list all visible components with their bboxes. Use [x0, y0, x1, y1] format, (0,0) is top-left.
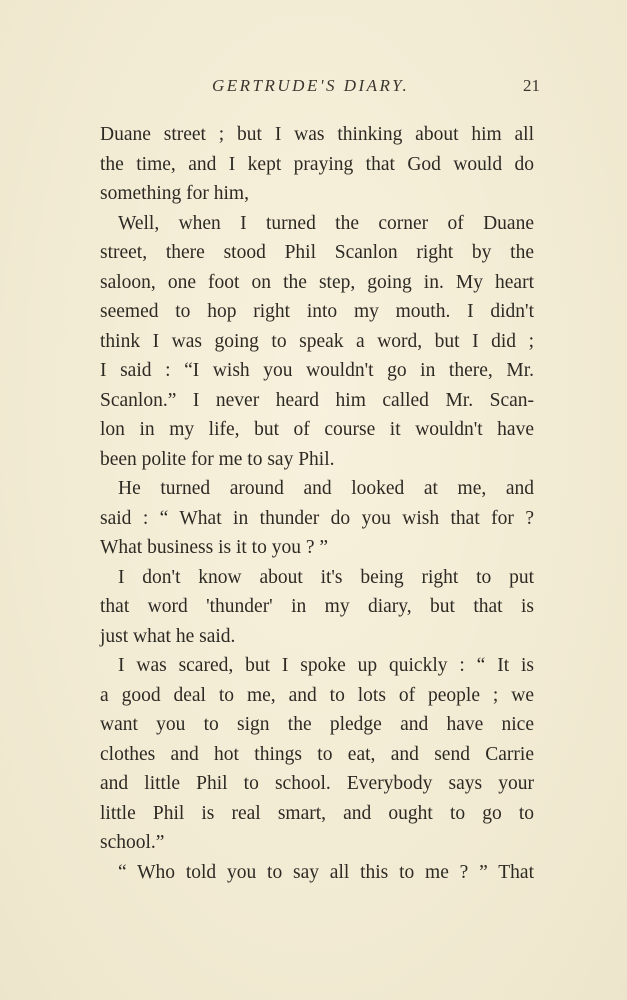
text-line: Duane street ; but I was thinking about him all — [100, 124, 534, 145]
text-line: street, there stood Phil Scanlon right by the — [100, 242, 534, 263]
text-line: Scanlon.” I never heard him called Mr. Scan- — [100, 389, 534, 411]
text-line: He turned around and looked at me, and — [118, 478, 534, 499]
text-line: What business is it to you ? ” — [100, 537, 329, 558]
text-line: that word 'thunder' in my diary, but that is — [100, 596, 534, 617]
text-line: saloon, one foot on the step, going in. My heart — [100, 271, 534, 293]
text-line: I don't know about it's being right to put — [118, 566, 534, 588]
page-number: 21 — [523, 76, 540, 95]
text-line: a good deal to me, and to lots of people ; we — [100, 684, 534, 706]
running-head: GERTRUDE'S DIARY. — [212, 76, 410, 95]
text-line: I said : “I wish you wouldn't go in there, Mr. — [100, 360, 534, 381]
text-line: Well, when I turned the corner of Duane — [118, 212, 534, 234]
text-line: seemed to hop right into my mouth. I didn't — [100, 301, 534, 322]
page-header — [100, 76, 540, 102]
text-line: just what he said. — [100, 625, 236, 647]
text-line: lon in my life, but of course it wouldn't have — [100, 419, 534, 440]
text-line: and little Phil to school. Everybody says your — [100, 773, 534, 794]
text-line: said : “ What in thunder do you wish that for ? — [100, 507, 534, 529]
text-line: I was scared, but I spoke up quickly : “ It is — [118, 655, 534, 676]
text-line: clothes and hot things to eat, and send Carrie — [100, 743, 534, 765]
text-line: want you to sign the pledge and have nice — [100, 714, 534, 735]
body-text — [100, 120, 534, 887]
text-line: little Phil is real smart, and ought to go to — [100, 802, 534, 824]
text-line: think I was going to speak a word, but I did ; — [100, 330, 534, 352]
text-line: “ Who told you to say all this to me ? ” That — [118, 861, 534, 883]
text-line: something for him, — [100, 183, 249, 204]
text-line: school.” — [100, 832, 165, 853]
text-line: been polite for me to say Phil. — [100, 448, 335, 470]
text-line: the time, and I kept praying that God would do — [100, 153, 534, 175]
